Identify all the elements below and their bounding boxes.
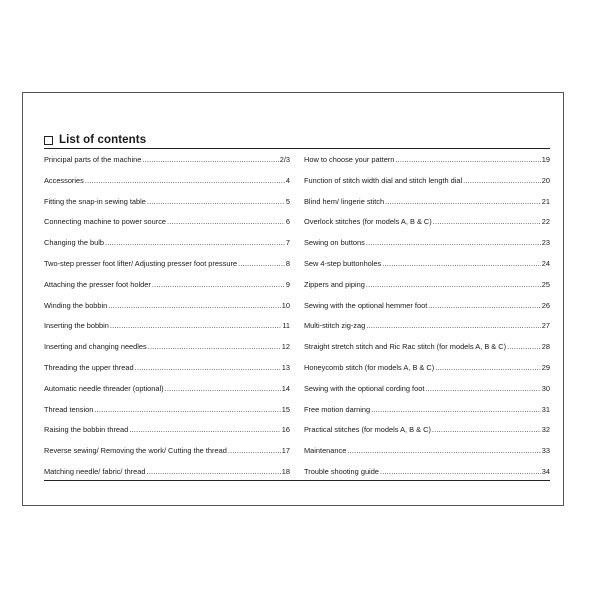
toc-entry-page: 7 [285, 238, 290, 248]
toc-entry [304, 321, 550, 342]
toc-entry-label: Sewing on buttons [304, 238, 365, 248]
toc-entry [304, 363, 550, 384]
toc-entry [44, 217, 290, 238]
toc-leader-dots [165, 384, 281, 393]
toc-entry-label: Zippers and piping [304, 279, 365, 289]
toc-entry-label: Sewing with the optional hemmer foot [304, 300, 428, 310]
toc-entry-page: 13 [281, 362, 290, 372]
toc-entry-label: Sewing with the optional cording foot [304, 383, 425, 393]
toc-leader-dots [366, 321, 541, 330]
toc-entry-label: Raising the bobbin thread [44, 425, 129, 435]
toc-entry-label: Principal parts of the machine [44, 155, 142, 164]
toc-entry-label: How to choose your pattern [304, 155, 395, 164]
toc-entry [304, 405, 550, 426]
toc-entry-page: 4 [285, 175, 290, 185]
toc-entry [44, 425, 290, 446]
toc-entry [44, 467, 290, 488]
toc-leader-dots [238, 259, 285, 268]
toc-entry-label: Practical stitches (for models A, B & C) [304, 425, 431, 435]
toc-entry-label: Automatic needle threader (optional) [44, 383, 164, 393]
toc-entry-page: 23 [541, 238, 550, 248]
toc-leader-dots [432, 425, 541, 434]
toc-entry-label: Free motion darning [304, 404, 371, 414]
toc-entry-label: Winding the bobbin [44, 300, 108, 310]
toc-entry [304, 384, 550, 405]
toc-leader-dots [366, 238, 541, 247]
toc-leader-dots [347, 446, 540, 455]
toc-leader-dots [380, 467, 541, 476]
toc-leader-dots [395, 155, 540, 164]
toc-entry-label: Thread tension [44, 404, 94, 414]
toc-entry-page: 28 [541, 342, 550, 352]
toc-entry-page: 27 [541, 321, 550, 331]
toc-entry [304, 197, 550, 218]
toc-entry-page: 6 [285, 217, 290, 227]
toc-entry-page: 34 [541, 466, 550, 476]
toc-entry-label: Sew 4-step buttonholes [304, 258, 382, 268]
toc-entry [44, 363, 290, 384]
toc-leader-dots [146, 467, 280, 476]
toc-entry [44, 238, 290, 259]
toc-leader-dots [148, 342, 281, 351]
toc-entry [304, 446, 550, 467]
toc-entry-page: 25 [541, 279, 550, 289]
toc-leader-dots [147, 197, 285, 206]
toc-leader-dots [142, 155, 278, 164]
toc-leader-dots [428, 301, 541, 310]
bottom-divider [44, 480, 550, 481]
toc-leader-dots [385, 197, 541, 206]
toc-entry [44, 342, 290, 363]
toc-entry-label: Matching needle/ fabric/ thread [44, 466, 146, 476]
toc-entry-label: Multi-stitch zig-zag [304, 321, 366, 331]
toc-entry-page: 12 [281, 342, 290, 352]
toc-entry [44, 176, 290, 197]
toc-entry-page: 19 [541, 155, 550, 164]
toc-entry-label: Honeycomb stitch (for models A, B & C) [304, 362, 435, 372]
toc-entry-page: 14 [281, 383, 290, 393]
toc-entry [304, 467, 550, 488]
toc-entry-page: 15 [281, 404, 290, 414]
toc-leader-dots [366, 280, 541, 289]
toc-entry-label: Maintenance [304, 446, 347, 456]
toc-entry-page: 18 [281, 466, 290, 476]
toc-entry [304, 342, 550, 363]
toc-entry-page: 22 [541, 217, 550, 227]
toc-entry-label: Function of stitch width dial and stitch length dial [304, 175, 463, 185]
contents-title: List of contents [59, 134, 147, 146]
toc-entry-page: 2/3 [279, 155, 290, 164]
toc-entry [304, 176, 550, 197]
toc-leader-dots [85, 176, 285, 185]
contents-column-right [304, 155, 550, 488]
heading-divider [44, 148, 550, 149]
toc-entry-page: 30 [541, 383, 550, 393]
toc-entry [44, 384, 290, 405]
toc-leader-dots [507, 342, 541, 351]
toc-entry-page: 8 [285, 258, 290, 268]
toc-entry-page: 31 [541, 404, 550, 414]
toc-leader-dots [228, 446, 281, 455]
toc-leader-dots [167, 217, 285, 226]
toc-entry-page: 33 [541, 446, 550, 456]
toc-entry-label: Overlock stitches (for models A, B & C) [304, 217, 432, 227]
toc-entry-page: 32 [541, 425, 550, 435]
toc-entry [304, 259, 550, 280]
toc-entry [44, 259, 290, 280]
toc-leader-dots [108, 301, 280, 310]
toc-leader-dots [135, 363, 281, 372]
toc-entry-label: Trouble shooting guide [304, 466, 379, 476]
toc-entry-page: 20 [541, 175, 550, 185]
toc-entry-page: 5 [285, 196, 290, 206]
toc-entry [44, 280, 290, 301]
toc-entry-label: Inserting and changing needles [44, 342, 147, 352]
toc-entry [304, 301, 550, 322]
toc-entry-label: Fitting the snap-in sewing table [44, 196, 146, 206]
toc-entry-label: Straight stretch stitch and Ric Rac stitch (for models A, B & C) [304, 342, 507, 352]
toc-entry-page: 9 [285, 279, 290, 289]
toc-entry [44, 405, 290, 426]
toc-entry [304, 238, 550, 259]
toc-entry-page: 29 [541, 362, 550, 372]
toc-entry [304, 280, 550, 301]
toc-entry [44, 446, 290, 467]
toc-leader-dots [435, 363, 541, 372]
toc-leader-dots [433, 217, 541, 226]
toc-entry [44, 197, 290, 218]
toc-entry-label: Blind hem/ lingerie stitch [304, 196, 385, 206]
toc-entry-page: 16 [281, 425, 290, 435]
toc-leader-dots [129, 425, 281, 434]
toc-entry-label: Threading the upper thread [44, 362, 134, 372]
toc-entry-page: 24 [541, 258, 550, 268]
toc-leader-dots [105, 238, 285, 247]
toc-entry-label: Connecting machine to power source [44, 217, 167, 227]
toc-leader-dots [463, 176, 541, 185]
toc-entry-label: Accessories [44, 175, 84, 185]
toc-entry [304, 155, 550, 176]
toc-entry-page: 11 [282, 321, 290, 331]
toc-leader-dots [110, 321, 281, 330]
toc-entry-page: 17 [281, 446, 290, 456]
toc-entry-label: Changing the bulb [44, 238, 104, 248]
contents-heading [44, 133, 146, 147]
toc-entry-label: Two-step presser foot lifter/ Adjusting presser foot pressure [44, 258, 238, 268]
toc-leader-dots [425, 384, 540, 393]
toc-entry [304, 425, 550, 446]
toc-entry-label: Reverse sewing/ Removing the work/ Cutting the thread [44, 446, 227, 456]
toc-leader-dots [152, 280, 285, 289]
toc-entry-page: 26 [541, 300, 550, 310]
toc-entry [44, 301, 290, 322]
contents-column-left [44, 155, 290, 488]
toc-leader-dots [94, 405, 280, 414]
toc-leader-dots [371, 405, 541, 414]
toc-entry-label: Inserting the bobbin [44, 321, 109, 331]
toc-entry-page: 10 [281, 300, 290, 310]
toc-entry [304, 217, 550, 238]
toc-leader-dots [382, 259, 541, 268]
toc-entry [44, 155, 290, 176]
toc-entry-page: 21 [541, 196, 550, 206]
toc-entry [44, 321, 290, 342]
toc-entry-label: Attaching the presser foot holder [44, 279, 151, 289]
checkbox-square-icon [44, 136, 53, 145]
